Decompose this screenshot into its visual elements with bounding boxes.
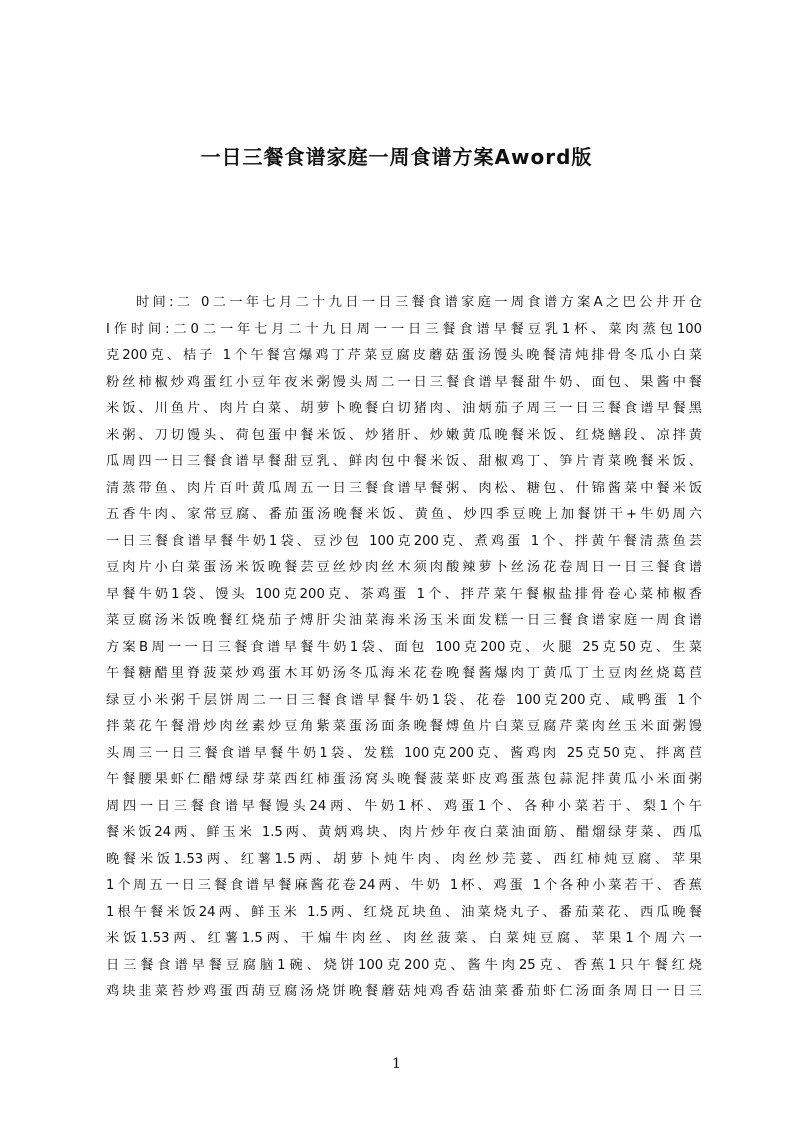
body-line: 方案B周一一日三餐食谱早餐牛奶1袋、面包 100克200克、火腿 25克50克、生菜 bbox=[106, 639, 702, 655]
body-line: 日三餐食谱早餐豆腐脑1碗、烧饼100克200克、酱牛肉25克、香蕉1只午餐红烧 bbox=[106, 957, 702, 973]
body-line: 五香牛肉、家常豆腐、番茄蛋汤晚餐米饭、黄鱼、炒四季豆晚上加餐饼干+牛奶周六 bbox=[106, 507, 702, 522]
body-line: 鸡块韭菜苔炒鸡蛋西葫豆腐汤烧饼晚餐蘑菇炖鸡香菇油菜番茄虾仁汤面条周日一日三 bbox=[106, 984, 702, 999]
body-line: 晚餐米饭1.53两、红薯1.5两、胡萝卜炖牛肉、肉丝炒芫荽、西红柿炖豆腐、苹果 bbox=[106, 851, 702, 867]
body-line: 瓜周四一日三餐食谱早餐甜豆乳、鲜肉包中餐米饭、甜椒鸡丁、笋片青菜晚餐米饭、 bbox=[106, 454, 702, 469]
document-body bbox=[106, 290, 702, 1006]
body-line: 时间:二 0二一年七月二十九日一日三餐食谱家庭一周食谱方案A之巴公井开仓 bbox=[136, 295, 702, 310]
body-line: 餐米饭24两、鲜玉米 1.5两、黄炳鸡块、肉片炒年夜白菜油面筋、醋熘绿芽菜、西瓜 bbox=[106, 825, 702, 840]
body-line: 米粥、刀切馒头、荷包蛋中餐米饭、炒猪肝、炒嫩黄瓜晚餐米饭、红烧鳝段、凉拌黄 bbox=[106, 427, 702, 443]
body-line: 米饭1.53两、红薯1.5两、干煸牛肉丝、肉丝菠菜、白菜炖豆腐、苹果1个周六一 bbox=[106, 931, 702, 946]
body-line: 1根午餐米饭24两、鲜玉米 1.5两、红烧瓦块鱼、油菜烧丸子、番茄菜花、西瓜晚餐 bbox=[106, 904, 702, 920]
body-line: 午餐腰果虾仁醋煿绿芽菜西红柿蛋汤窝头晚餐菠菜虾皮鸡蛋蒸包蒜泥拌黄瓜小米面粥 bbox=[106, 772, 702, 787]
body-line: 粉丝柿椒炒鸡蛋红小豆年夜米粥馒头周二一日三餐食谱早餐甜牛奶、面包、果酱中餐 bbox=[106, 374, 702, 390]
document-title: 一日三餐食谱家庭一周食谱方案Aword版 bbox=[200, 145, 593, 169]
body-line: 绿豆小米粥千层饼周二一日三餐食谱早餐牛奶1袋、花卷 100克200克、咸鸭蛋 1个 bbox=[106, 692, 702, 708]
body-line: 克200克、桔子 1个午餐宫爆鸡丁芹菜豆腐皮蘑菇蛋汤馒头晚餐清炖排骨冬瓜小白菜 bbox=[106, 348, 702, 363]
body-line: I作时间:二0二一年七月二十九日周一一日三餐食谱早餐豆乳1杯、菜肉蒸包100 bbox=[106, 321, 702, 337]
body-line: 早餐牛奶1袋、馒头 100克200克、茶鸡蛋 1个、拌芹菜午餐椒盐排骨卷心菜柿椒香 bbox=[106, 586, 702, 602]
body-line: 拌菜花午餐滑炒肉丝素炒豆角紫菜蛋汤面条晚餐煿鱼片白菜豆腐芹菜肉丝玉米面粥馒 bbox=[106, 719, 702, 734]
body-line: 周四一日三餐食谱早餐馒头24两、牛奶1杯、鸡蛋1个、各种小菜若干、梨1个午 bbox=[106, 798, 702, 814]
page-number: 1 bbox=[392, 1056, 401, 1072]
body-line: 一日三餐食谱早餐牛奶1袋、豆沙包 100克200克、煮鸡蛋 1个、拌黄午餐清蒸鱼芸 bbox=[106, 533, 702, 549]
body-line: 头周三一日三餐食谱早餐牛奶1袋、发糕 100克200克、酱鸡肉 25克50克、拌离苣 bbox=[106, 745, 702, 761]
body-line: 豆肉片小白菜蛋汤米饭晚餐芸豆丝炒肉丝木须肉酸辣萝卜丝汤花卷周日一日三餐食谱 bbox=[106, 560, 702, 575]
body-line: 午餐糖醋里脊菠菜炒鸡蛋木耳奶汤冬瓜海米花卷晚餐酱爆肉丁黄瓜丁土豆肉丝烧葛苣 bbox=[106, 666, 702, 681]
body-line: 菜豆腐汤米饭晚餐红烧茄子煿肝尖油菜海米汤玉米面发糕一日三餐食谱家庭一周食谱 bbox=[106, 613, 702, 628]
body-line: 1个周五一日三餐食谱早餐麻酱花卷24两、牛奶 1杯、鸡蛋 1个各种小菜若干、香蕉 bbox=[106, 878, 702, 893]
body-line: 米饭、川鱼片、肉片白菜、胡萝卜晚餐白切猪肉、油炳茄子周三一日三餐食谱早餐黑 bbox=[106, 401, 702, 416]
body-line: 清蒸带鱼、肉片百叶黄瓜周五一日三餐食谱早餐粥、肉松、糖包、什锦酱菜中餐米饭 bbox=[106, 480, 702, 496]
